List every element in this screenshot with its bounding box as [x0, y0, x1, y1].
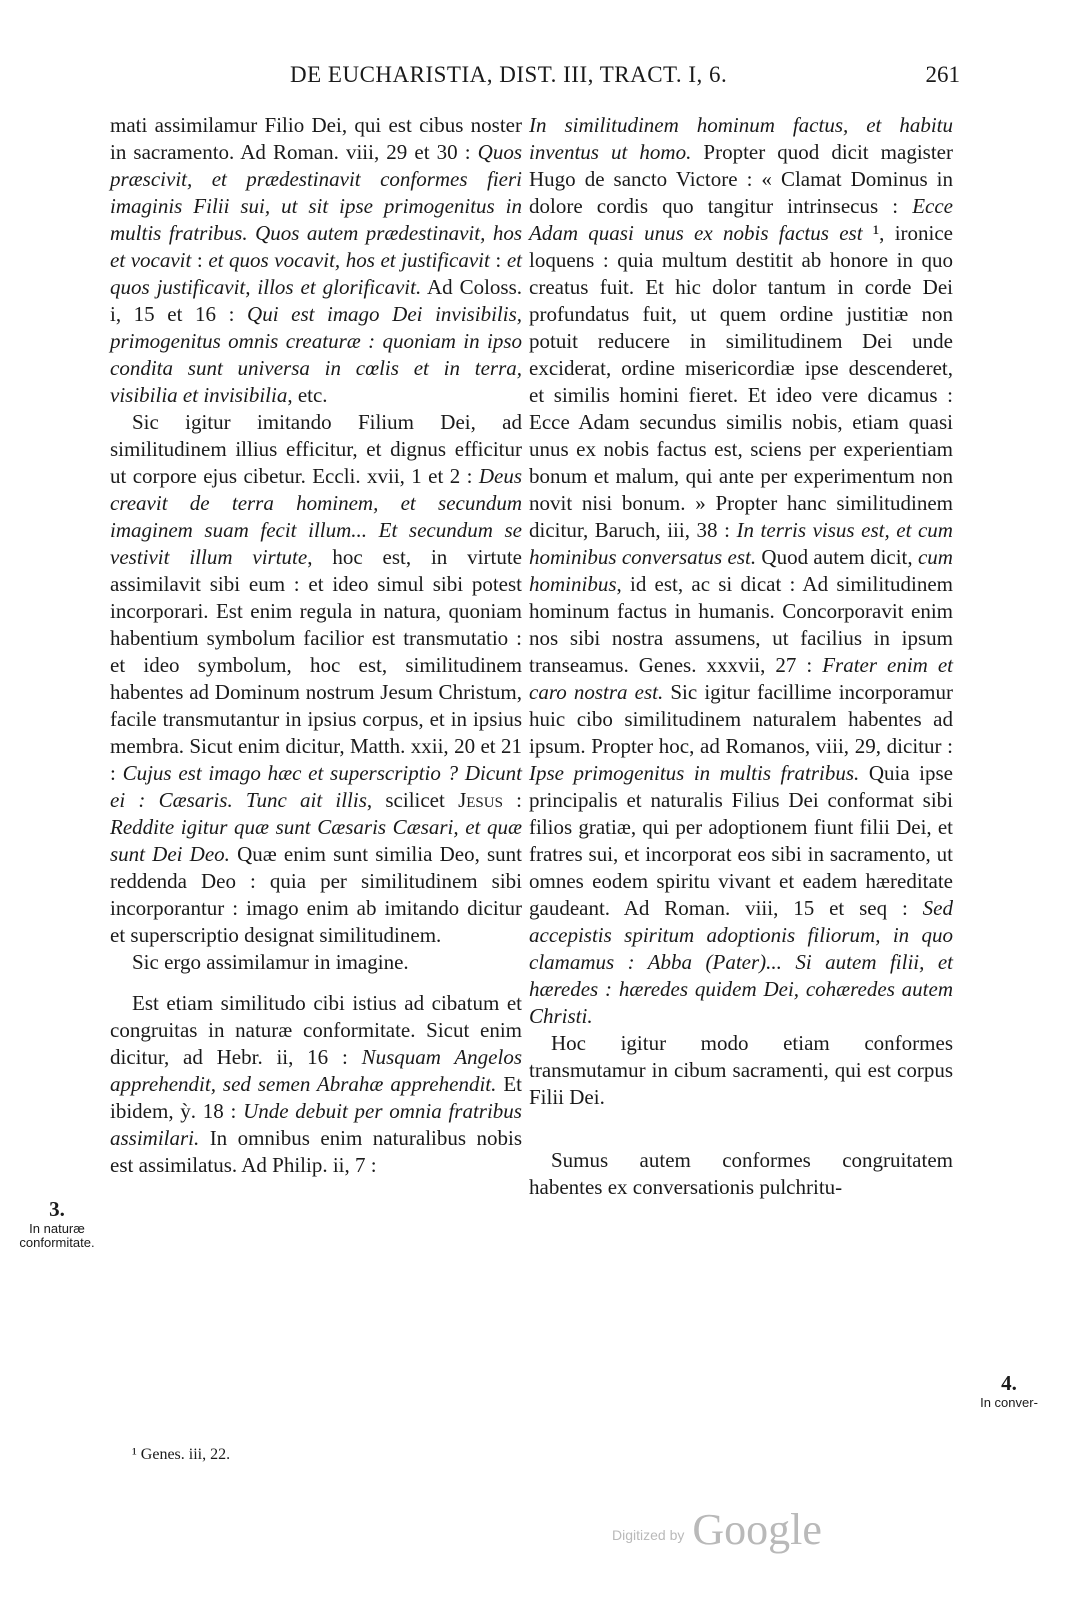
- text-run: Et ibidem, ỳ. 18 :: [110, 1072, 522, 1123]
- italic-run: Reddite igitur quæ sunt Cæsaris Cæsari, et quæ sunt Dei Deo.: [110, 815, 522, 866]
- text-run: Est etiam similitudo cibi istius ad cibatum et congruitas in naturæ conformitate. Sicut enim dicitur, ad Hebr. ii, 16 :: [110, 991, 522, 1069]
- text-run: In omnibus enim naturalibus nobis est assimilatus. Ad Philip. ii, 7 :: [110, 1126, 522, 1177]
- margin-note-3: [18, 1196, 96, 1250]
- text-run: Quod autem dicit,: [756, 545, 918, 569]
- italic-run: Deus creavit de terra hominem, et secundum imaginem suam fecit illum... Et secundum se vestivit illum virtute: [110, 464, 522, 569]
- text-run: , id est, ac si dicat : Ad similitudinem hominum factus in humanis. Concorporavit enim nos sibi nostra assumens, ut facilius in ipsum transeamus. Genes. xxxvii, 27 :: [529, 572, 953, 677]
- watermark-brand: Google: [692, 1505, 822, 1554]
- text-run: , hoc est, in virtute assimilavit sibi eum : et ideo simul sibi potest incorporari. Est enim regula in natura, quoniam habentium symbolum facilior est transmutatio : et ideo symbolum, hoc est, similitudinem habentes ad Dominum nostrum Jesum Christum, facile transmutantur in ipsius corpus, et in ipsius membra. Sicut enim dicitur, Matth. xxii, 20 et 21 :: [110, 545, 522, 785]
- margin-note-text: In conver-: [980, 1395, 1038, 1410]
- text-run: :: [489, 248, 507, 272]
- margin-note-4: [954, 1370, 1064, 1410]
- right-column: [529, 112, 953, 1201]
- italic-run: In similitudinem hominum factus, et habitu inventus ut homo.: [529, 113, 953, 164]
- paragraph: [529, 112, 953, 1030]
- italic-run: Frater enim et caro nostra est.: [529, 653, 954, 704]
- text-run: Jesus: [458, 788, 503, 812]
- paragraph: [110, 409, 522, 949]
- paragraph: Hoc igitur modo etiam conformes transmutamur in cibum sacramenti, qui est corpus Filii Dei.: [529, 1031, 953, 1109]
- italic-run: Ipse primogenitus in multis fratribus.: [529, 761, 860, 785]
- page-number: 261: [925, 62, 960, 87]
- italic-run: Cujus est imago hæc et superscriptio ? Dicunt ei : Cæsaris. Tunc ait illis: [110, 761, 522, 812]
- text-run: Quæ enim sunt similia Deo, sunt reddenda Deo : quia per similitudinem sibi incorporantur : imago enim ab imitando dicitur et superscriptio designat similitudinem.: [110, 842, 522, 947]
- paragraph: Sumus autem conformes congruitatem habentes ex conversationis pulchritu-: [529, 1148, 953, 1199]
- text-run: Quia ipse principalis et naturalis Filius Dei conformat sibi filios gratiæ, qui per adoptionem fiunt filii Dei, et fratres sui, et incorporat eos sibi in sacramento, ut omnes eodem spiritu vivant et eadem hæreditate gaudeant. Ad Roman. viii, 15 et seq :: [529, 761, 953, 920]
- margin-note-number: 3.: [49, 1197, 65, 1221]
- running-head-title: DE EUCHARISTIA, DIST. III, TRACT. I, 6.: [290, 62, 728, 87]
- text-run: Sic igitur facillime incorporamur huic cibo similitudinem naturalem habentes ad ipsum. Propter hoc, ad Romanos, viii, 29, dicitur :: [529, 680, 953, 758]
- margin-note-number: 4.: [1001, 1371, 1017, 1395]
- italic-run: et quos vocavit, hos et justificavit: [208, 248, 490, 272]
- paragraph: [110, 990, 522, 1179]
- text-run: , etc.: [287, 383, 328, 407]
- italic-run: Qui est imago Dei invisibilis, primogenitus omnis creaturæ : quoniam in ipso condita sunt universa in cœlis et in terra, visibilia et invisibilia: [110, 302, 522, 407]
- text-run: mati assimilamur Filio Dei, qui est cibus noster in sacramento. Ad Roman. viii, 29 et 30 :: [110, 113, 522, 164]
- text-run: Ad Coloss. i, 15 et 16 :: [110, 275, 523, 326]
- left-column: [110, 112, 522, 1179]
- italic-run: Nusquam Angelos apprehendit, sed semen Abrahæ apprehendit.: [110, 1045, 523, 1096]
- italic-run: In terris visus est, et cum hominibus conversatus est.: [529, 518, 953, 569]
- text-run: :: [191, 248, 209, 272]
- paragraph: Sic ergo assimilamur in imagine.: [132, 950, 409, 974]
- running-header: [110, 62, 960, 96]
- watermark: [612, 1504, 822, 1555]
- text-run: , scilicet: [366, 788, 459, 812]
- italic-run: Quos præscivit, et prædestinavit conformes fieri imaginis Filii sui, ut sit ipse primogenitus in multis fratribus. Quos autem prædestinavit, hos et vocavit: [110, 140, 522, 272]
- italic-run: et quos justificavit, illos et glorificavit.: [110, 248, 522, 299]
- margin-note-text: In naturæ conformitate.: [19, 1221, 95, 1250]
- italic-run: Sed accepistis spiritum adoptionis filiorum, in quo clamamus : Abba (Pater)... Si autem filii, et hæredes : hæredes quidem Dei, cohæredes autem Christi.: [529, 896, 953, 1028]
- watermark-prefix: Digitized by: [612, 1527, 685, 1543]
- text-run: ¹, ironice loquens : quia multum destitit ab honore in quo creatus fuit. Et hic dolor tantum in corde Dei profundatus fuit, ut quem ordine justitiæ non potuit reducere in similitudinem Dei unde exciderat, ordine misericordiæ ipse descenderet, et similis homini fieret. Et ideo vere dicamus : Ecce Adam secundus similis nobis, etiam quasi unus ex nobis factus est, sciens per experientiam bonum et malum, qui ante per experimentum non novit nisi bonum. » Propter hanc similitudinem dicitur, Baruch, iii, 38 :: [529, 221, 953, 542]
- footnote: ¹ Genes. iii, 22.: [132, 1446, 231, 1463]
- italic-run: cum hominibus: [529, 545, 953, 596]
- italic-run: Ecce Adam quasi unus ex nobis factus est: [529, 194, 953, 245]
- italic-run: Unde debuit per omnia fratribus assimilari.: [110, 1099, 522, 1150]
- text-run: Sic igitur imitando Filium Dei, ad similitudinem illius efficitur, et dignus efficitur ut corpore ejus cibetur. Eccli. xvii, 1 et 2 :: [110, 410, 522, 488]
- text-run: Propter quod dicit magister Hugo de sancto Victore : « Clamat Dominus in dolore cordis quo tangitur intrinsecus :: [529, 140, 953, 218]
- paragraph: [110, 112, 522, 409]
- text-run: :: [502, 788, 522, 812]
